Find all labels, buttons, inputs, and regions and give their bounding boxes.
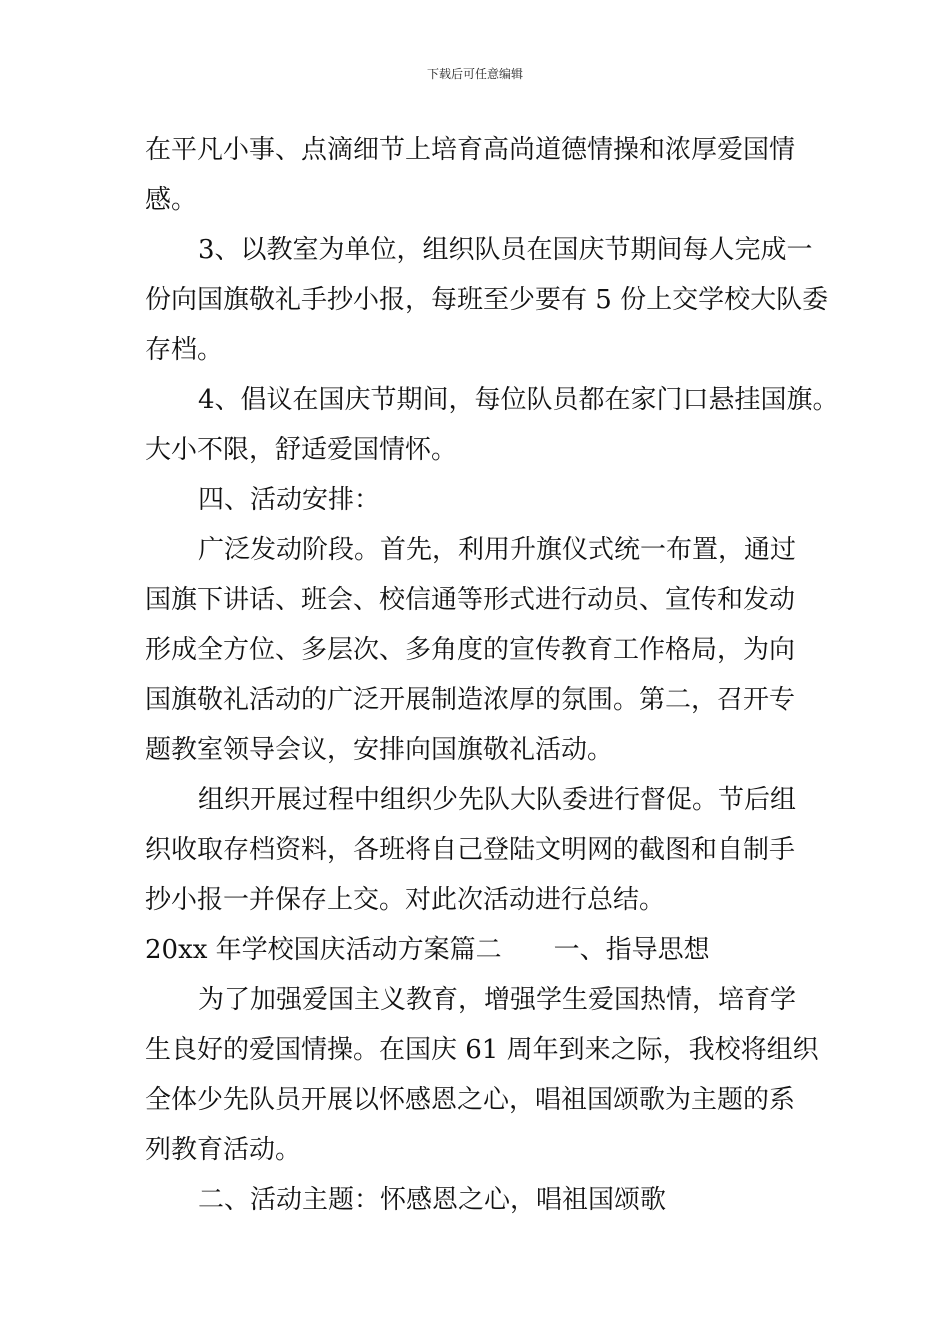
body-line: 大小不限，舒适爱国情怀。	[145, 435, 458, 465]
body-line: 存档。	[145, 335, 224, 365]
body-line: 题教室领导会议，安排向国旗敬礼活动。	[145, 735, 614, 765]
body-line: 织收取存档资料，各班将自己登陆文明网的截图和自制手	[145, 835, 796, 865]
body-line: 广泛发动阶段。首先，利用升旗仪式统一布置，通过	[198, 535, 797, 565]
body-line: 形成全方位、多层次、多角度的宣传教育工作格局，为向	[145, 635, 796, 665]
section-heading: 四、活动安排：	[198, 485, 381, 515]
section-title: 20xx 年学校国庆活动方案篇二 一、指导思想	[145, 935, 710, 965]
body-line: 列教育活动。	[145, 1135, 302, 1165]
body-line: 组织开展过程中组织少先队大队委进行督促。节后组	[198, 785, 797, 815]
body-line: 感。	[145, 185, 198, 215]
body-line: 4、倡议在国庆节期间，每位队员都在家门口悬挂国旗。	[198, 385, 839, 415]
body-line: 抄小报一并保存上交。对此次活动进行总结。	[145, 885, 666, 915]
section-heading: 二、活动主题：怀感恩之心，唱祖国颂歌	[198, 1185, 667, 1215]
body-line: 3、以教室为单位，组织队员在国庆节期间每人完成一	[198, 235, 813, 265]
body-line: 在平凡小事、点滴细节上培育高尚道德情操和浓厚爱国情	[145, 135, 796, 165]
header-note: 下载后可任意编辑	[426, 67, 523, 81]
body-line: 国旗敬礼活动的广泛开展制造浓厚的氛围。第二，召开专	[145, 685, 796, 715]
body-line: 国旗下讲话、班会、校信通等形式进行动员、宣传和发动	[145, 585, 796, 615]
body-line: 生良好的爱国情操。在国庆 61 周年到来之际，我校将组织	[145, 1035, 819, 1065]
body-line: 为了加强爱国主义教育，增强学生爱国热情，培育学	[198, 985, 797, 1015]
body-line: 份向国旗敬礼手抄小报，每班至少要有 5 份上交学校大队委	[145, 285, 829, 315]
body-line: 全体少先队员开展以怀感恩之心，唱祖国颂歌为主题的系	[145, 1085, 796, 1115]
